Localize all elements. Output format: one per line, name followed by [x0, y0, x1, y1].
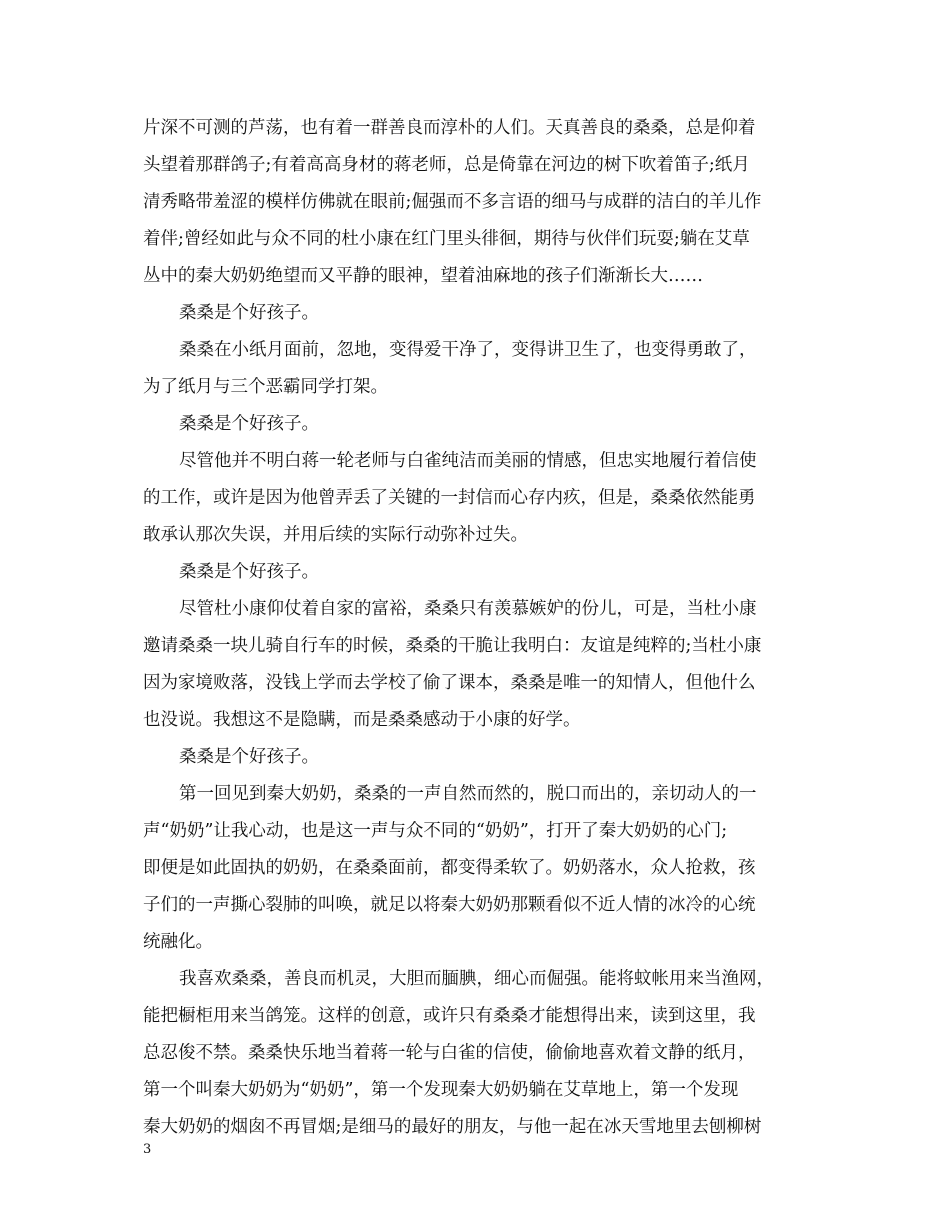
refrain-line: 桑桑是个好孩子。	[179, 414, 319, 434]
text-line: 敢承认那次失误，并用后续的实际行动弥补过失。	[143, 525, 528, 545]
text-line: 为了纸月与三个恶霸同学打架。	[143, 377, 388, 397]
text-line: 头望着那群鸽子;有着高高身材的蒋老师，总是倚靠在河边的树下吹着笛子;纸月	[143, 155, 750, 175]
text-line: 我喜欢桑桑，善良而机灵，大胆而腼腆，细心而倔强。能将蚊帐用来当渔网，	[179, 969, 774, 989]
page-number: 3	[143, 1142, 152, 1157]
text-line: 子们的一声撕心裂肺的叫唤，就足以将秦大奶奶那颗看似不近人情的冰冷的心统	[143, 895, 756, 915]
refrain-line: 桑桑是个好孩子。	[179, 562, 319, 582]
text-line: 桑桑在小纸月面前，忽地，变得爱干净了，变得讲卫生了，也变得勇敢了，	[179, 340, 757, 360]
text-line: 清秀略带羞涩的模样仿佛就在眼前;倔强而不多言语的细马与成群的洁白的羊儿作	[143, 192, 762, 212]
text-line: 因为家境败落，没钱上学而去学校了偷了课本，桑桑是唯一的知情人，但他什么	[143, 673, 756, 693]
text-line: 尽管杜小康仰仗着自家的富裕，桑桑只有羡慕嫉妒的份儿，可是，当杜小康	[179, 599, 757, 619]
text-line: 也没说。我想这不是隐瞒，而是桑桑感动于小康的好学。	[143, 710, 581, 730]
text-line: 声“奶奶”让我心动，也是这一声与众不同的“奶奶”，打开了秦大奶奶的心门;	[143, 821, 728, 841]
text-line: 邀请桑桑一块儿骑自行车的时候，桑桑的干脆让我明白：友谊是纯粹的;当杜小康	[143, 636, 762, 656]
refrain-line: 桑桑是个好孩子。	[179, 747, 319, 767]
text-line: 总忍俊不禁。桑桑快乐地当着蒋一轮与白雀的信使，偷偷地喜欢着文静的纸月，	[143, 1043, 756, 1063]
text-line: 即便是如此固执的奶奶，在桑桑面前，都变得柔软了。奶奶落水，众人抢救，孩	[143, 858, 756, 878]
text-line: 能把橱柜用来当鸽笼。这样的创意，或许只有桑桑才能想得出来，读到这里，我	[143, 1006, 756, 1026]
text-line: 秦大奶奶的烟囱不再冒烟;是细马的最好的朋友，与他一起在冰天雪地里去刨柳树	[143, 1117, 762, 1137]
text-line: 的工作，或许是因为他曾弄丢了关键的一封信而心存内疚，但是，桑桑依然能勇	[143, 488, 756, 508]
text-line: 统融化。	[143, 932, 213, 952]
refrain-line: 桑桑是个好孩子。	[179, 303, 319, 323]
text-line: 片深不可测的芦荡，也有着一群善良而淳朴的人们。天真善良的桑桑，总是仰着	[143, 118, 756, 138]
text-line: 第一个叫秦大奶奶为“奶奶”，第一个发现秦大奶奶躺在艾草地上，第一个发现	[143, 1080, 739, 1100]
text-line: 丛中的秦大奶奶绝望而又平静的眼神，望着油麻地的孩子们渐渐长大……	[143, 266, 703, 286]
text-line: 第一回见到秦大奶奶，桑桑的一声自然而然的，脱口而出的，亲切动人的一	[179, 784, 757, 804]
text-line: 着伴;曾经如此与众不同的杜小康在红门里头徘徊，期待与伙伴们玩耍;躺在艾草	[143, 229, 750, 249]
text-line: 尽管他并不明白蒋一轮老师与白雀纯洁而美丽的情感，但忠实地履行着信使	[179, 451, 757, 471]
